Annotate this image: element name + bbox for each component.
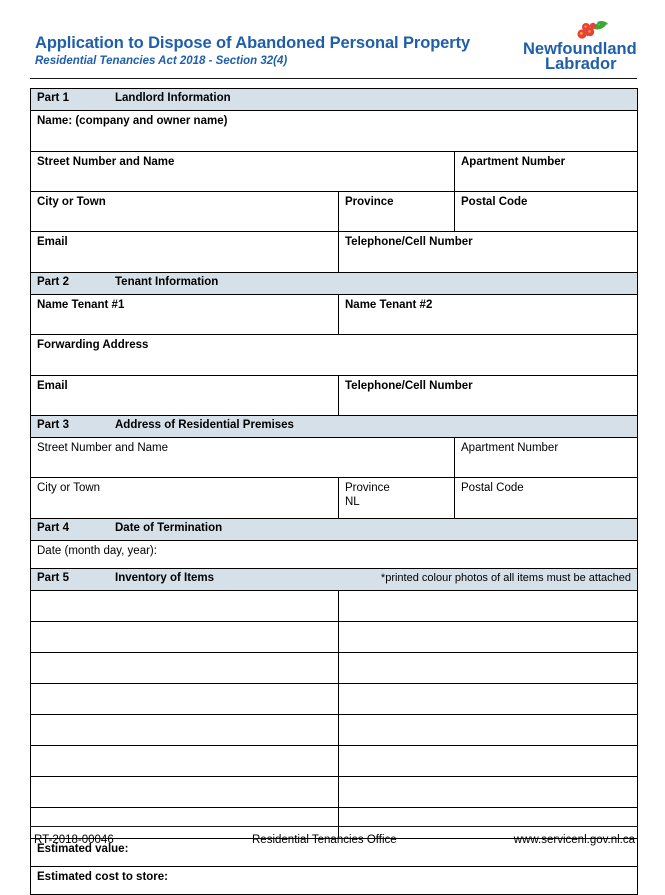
field-forwarding-address[interactable]: Forwarding Address (31, 335, 638, 376)
table-row-inventory (31, 715, 638, 746)
field-estimated-value[interactable]: Estimated value: (31, 839, 638, 867)
inventory-cell-left[interactable] (31, 591, 339, 622)
section-header-part5 (31, 569, 638, 591)
table-row-inventory (31, 653, 638, 684)
field-premises-postal[interactable]: Postal Code (455, 478, 638, 519)
premises-province-label: Province (345, 482, 390, 494)
inventory-cell-right[interactable] (339, 653, 638, 684)
table-row-landlord-email (31, 232, 638, 273)
footer-office-name: Residential Tenancies Office (252, 834, 397, 846)
inventory-cell-right[interactable] (339, 715, 638, 746)
table-row-premises-street (31, 438, 638, 478)
part1-title: Landlord Information (115, 92, 231, 104)
field-landlord-street[interactable]: Street Number and Name (31, 152, 455, 192)
table-row-premises-city (31, 478, 638, 519)
logo-line1: Newfoundland (523, 40, 637, 58)
table-row-landlord-city (31, 192, 638, 232)
table-row-inventory (31, 777, 638, 808)
inventory-cell-left[interactable] (31, 653, 339, 684)
field-estimated-cost-to-store[interactable]: Estimated cost to store: (31, 867, 638, 895)
title-block (35, 34, 525, 68)
field-landlord-name[interactable]: Name: (company and owner name) (31, 111, 638, 152)
footer-divider (30, 826, 637, 827)
part5-photo-note: *printed colour photos of all items must be attached (380, 572, 632, 584)
table-row-inventory (31, 591, 638, 622)
inventory-cell-left[interactable] (31, 622, 339, 653)
part2-number: Part 2 (37, 276, 69, 288)
field-premises-street[interactable]: Street Number and Name (31, 438, 455, 478)
newfoundland-labrador-logo (523, 20, 641, 74)
document-footer (30, 832, 637, 852)
logo-line2: Labrador (545, 55, 617, 73)
premises-province-value: NL (345, 496, 360, 508)
inventory-cell-left[interactable] (31, 715, 339, 746)
inventory-cell-right[interactable] (339, 684, 638, 715)
field-premises-province[interactable] (339, 478, 455, 519)
field-premises-city[interactable]: City or Town (31, 478, 339, 519)
page-title: Application to Dispose of Abandoned Personal Property (35, 34, 471, 52)
field-landlord-telephone[interactable]: Telephone/Cell Number (339, 232, 638, 273)
table-row-landlord-name (31, 111, 638, 152)
table-row-inventory (31, 622, 638, 653)
part5-number: Part 5 (37, 572, 69, 584)
inventory-cell-right[interactable] (339, 591, 638, 622)
field-landlord-province[interactable]: Province (339, 192, 455, 232)
part5-title: Inventory of Items (115, 572, 215, 584)
part4-number: Part 4 (37, 522, 69, 534)
field-tenant-1-name[interactable]: Name Tenant #1 (31, 295, 339, 335)
inventory-cell-left[interactable] (31, 746, 339, 777)
section-header-part3 (31, 416, 638, 438)
table-row-termination-date (31, 541, 638, 569)
field-landlord-city[interactable]: City or Town (31, 192, 339, 232)
document-header (0, 0, 665, 78)
part4-title: Date of Termination (115, 522, 223, 534)
header-divider (30, 78, 637, 79)
table-row-inventory (31, 746, 638, 777)
inventory-cell-right[interactable] (339, 777, 638, 808)
form-body (30, 88, 637, 895)
field-premises-apartment[interactable]: Apartment Number (455, 438, 638, 478)
field-landlord-postal[interactable]: Postal Code (455, 192, 638, 232)
inventory-cell-right[interactable] (339, 746, 638, 777)
section-header-part4 (31, 519, 638, 541)
part1-number: Part 1 (37, 92, 69, 104)
pitcher-plant-flower-icon (577, 21, 608, 39)
field-termination-date[interactable]: Date (month day, year): (31, 541, 638, 569)
section-header-part1 (31, 89, 638, 111)
form-table (30, 88, 638, 895)
footer-website: www.servicenl.gov.nl.ca (513, 834, 635, 846)
table-row-forwarding-address (31, 335, 638, 376)
table-row-tenant-names (31, 295, 638, 335)
field-tenant-email[interactable]: Email (31, 376, 339, 416)
field-tenant-telephone[interactable]: Telephone/Cell Number (339, 376, 638, 416)
table-row-estimated-cost (31, 867, 638, 895)
table-row-tenant-email (31, 376, 638, 416)
part3-title: Address of Residential Premises (115, 419, 294, 431)
table-row-inventory (31, 684, 638, 715)
part3-number: Part 3 (37, 419, 69, 431)
part2-title: Tenant Information (115, 276, 219, 288)
inventory-cell-left[interactable] (31, 777, 339, 808)
table-row-landlord-street (31, 152, 638, 192)
inventory-cell-left[interactable] (31, 684, 339, 715)
page-subtitle: Residential Tenancies Act 2018 - Section 32(4) (35, 55, 288, 67)
section-header-part2 (31, 273, 638, 295)
field-tenant-2-name[interactable]: Name Tenant #2 (339, 295, 638, 335)
field-landlord-apartment[interactable]: Apartment Number (455, 152, 638, 192)
footer-form-number: RT-2018-00046 (34, 834, 114, 846)
field-landlord-email[interactable]: Email (31, 232, 339, 273)
inventory-cell-right[interactable] (339, 622, 638, 653)
